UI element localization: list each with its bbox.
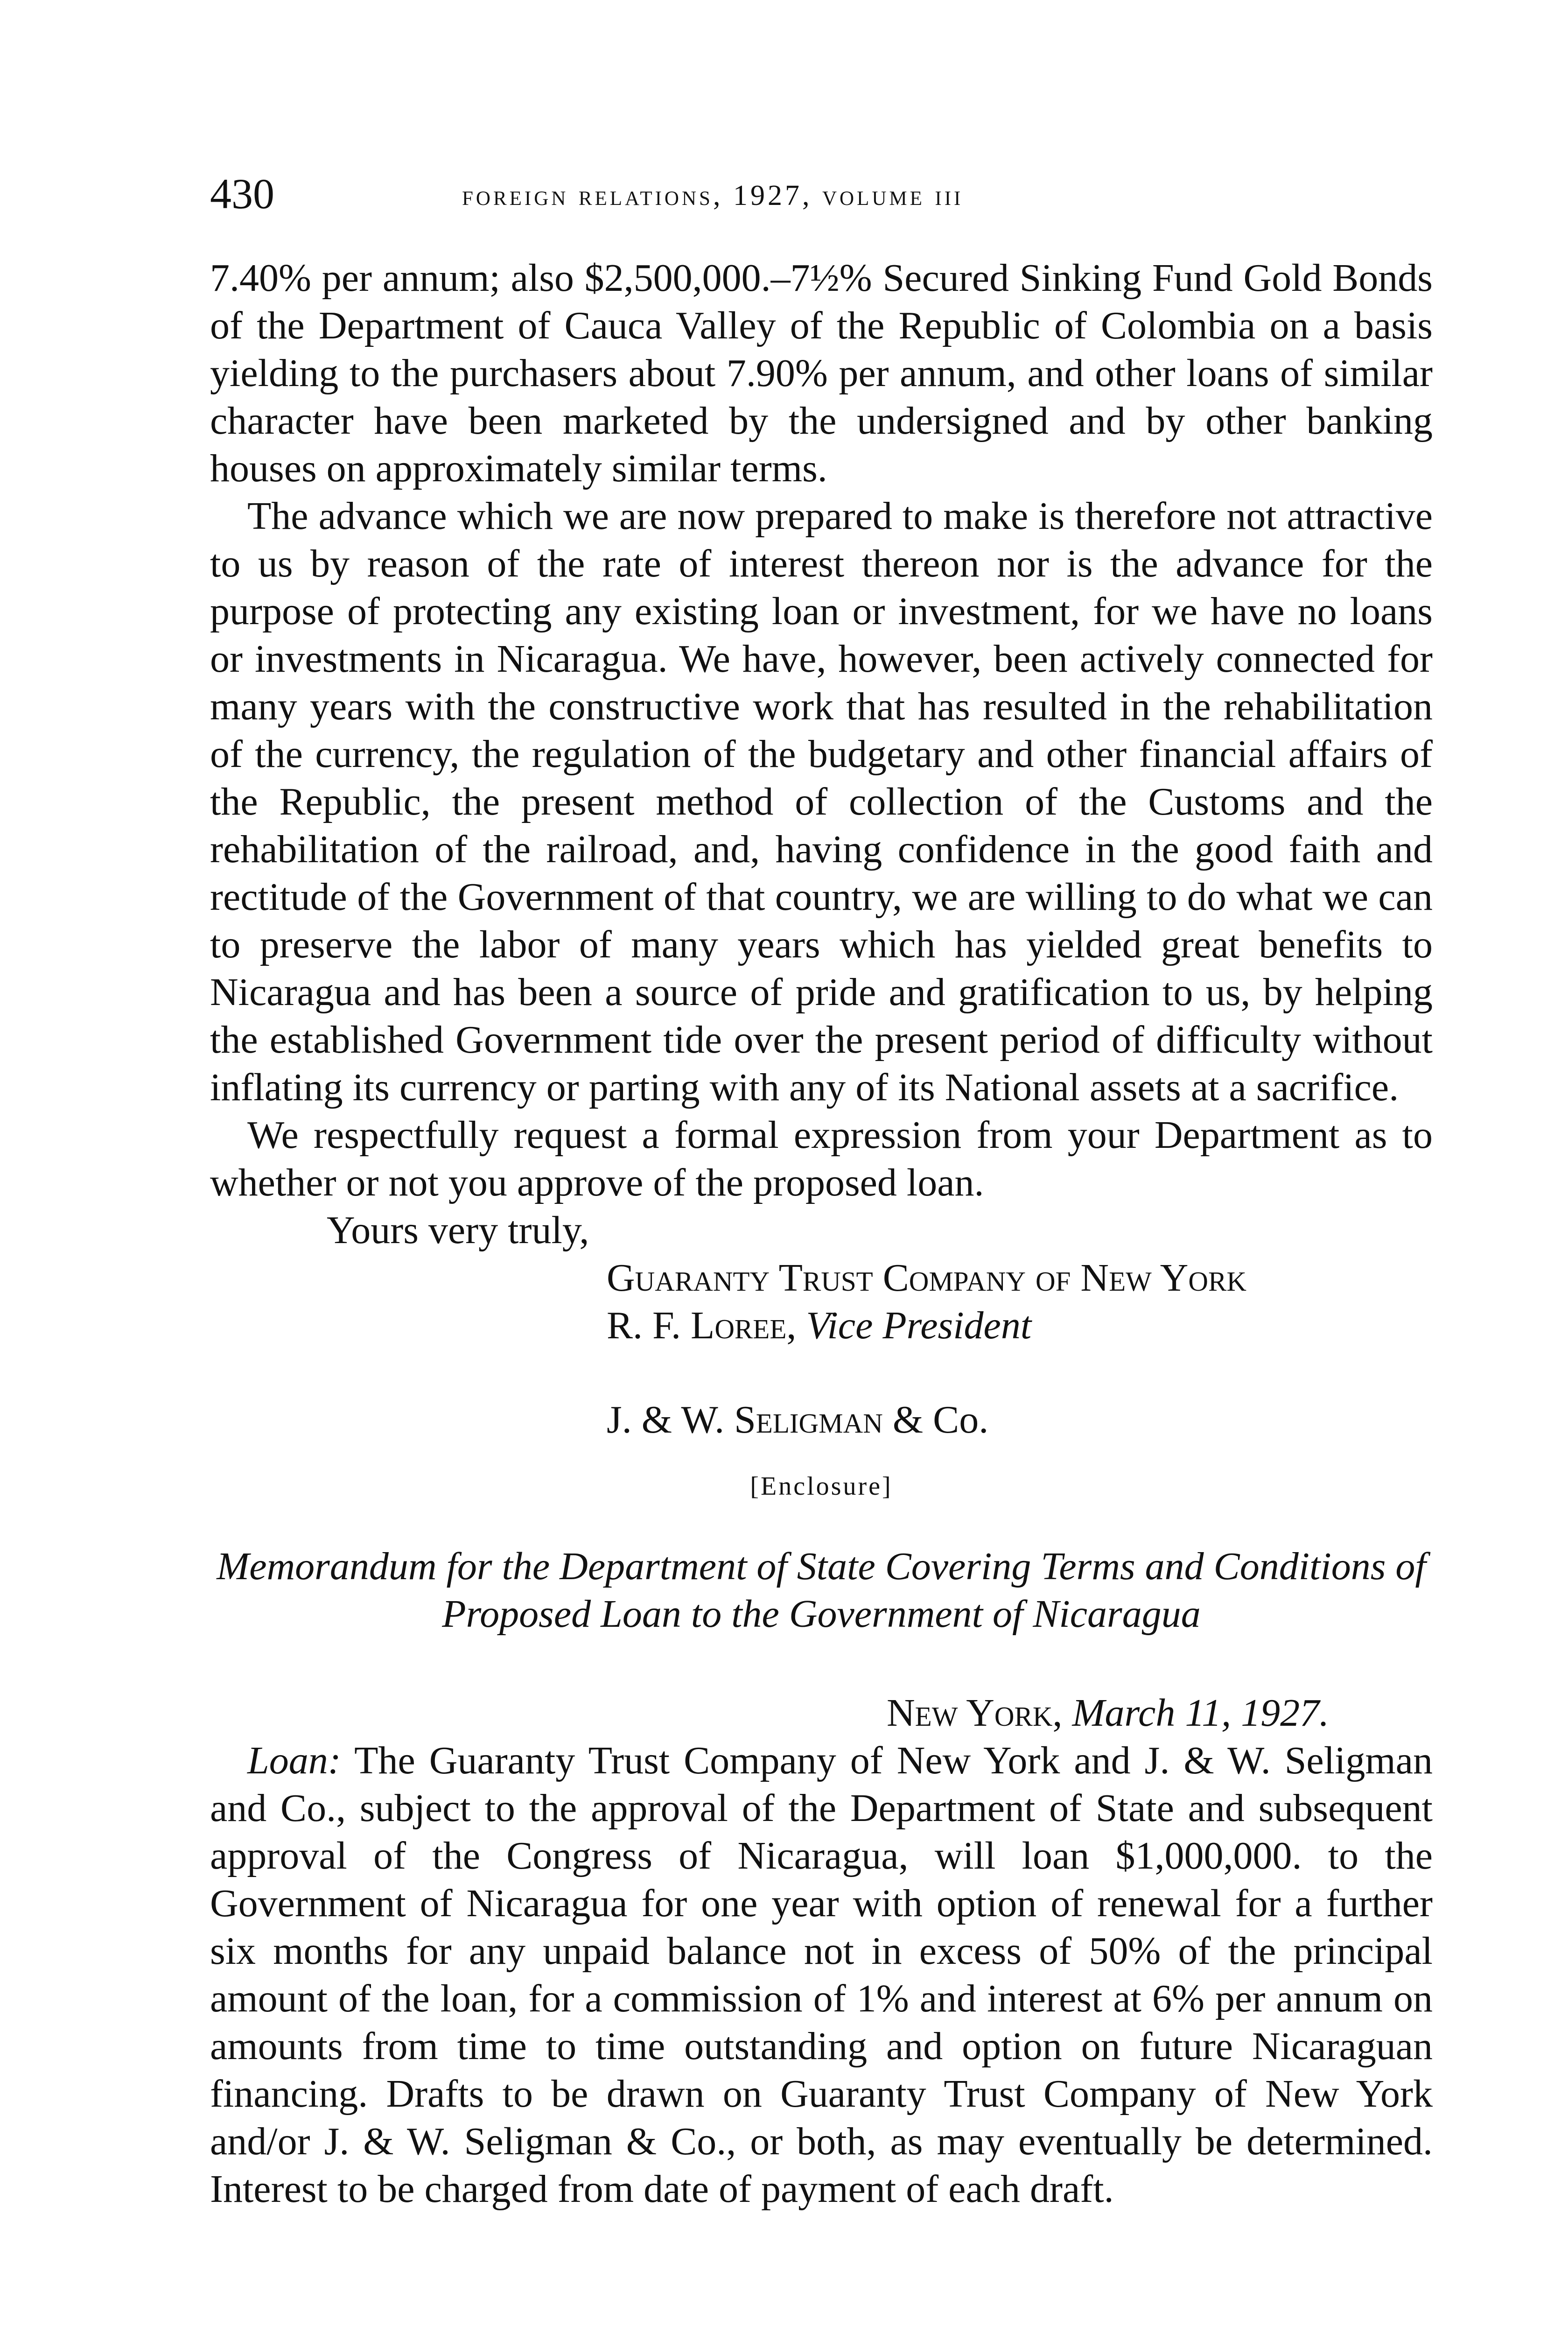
signatory-1-name: R. F. Loree, <box>607 1304 797 1347</box>
signatory-2 <box>607 1396 1433 1444</box>
letter-paragraph-2: The advance which we are now prepared to make is therefore not attractive to us by reason of the rate of interest thereon nor is the advance for the purpose of protecting any existing loan or investment, for we have no loans or investments in Nicaragua. We have, however, been actively connected for many years with the constructive work that has resulted in the rehabilitation of the currency, the regulation of the budgetary and other financial affairs of the Republic, the present method of collection of the Customs and the rehabilitation of the railroad, and, having confidence in the good faith and rectitude of the Government of that country, we are willing to do what we can to preserve the labor of many years which has yielded great benefits to Nicaragua and has been a source of pride and gratification to us, by helping the established Government tide over the present period of difficulty without inflating its currency or parting with any of its National assets at a sacrifice. <box>210 494 1433 1109</box>
signatory-1 <box>607 1302 1433 1350</box>
memo-title: Memorandum for the Department of State Covering Terms and Conditions of Proposed Loan to the Government of Nicaragua <box>217 1545 1426 1636</box>
letter-paragraph-3: We respectfully request a formal expression from your Department as to whether or not you approve of the proposed loan. <box>210 1113 1433 1204</box>
running-title: foreign relations, 1927, volume iii <box>462 180 964 211</box>
signatory-1-title: Vice President <box>806 1304 1032 1347</box>
page-body <box>210 254 1433 2213</box>
memo-dateline <box>887 1689 1433 1737</box>
memo-date: March 11, 1927. <box>1072 1691 1330 1735</box>
signatory-2-prefix: J. & W. <box>607 1398 725 1441</box>
enclosure-label: [Enclosure] <box>750 1472 893 1501</box>
page-header <box>210 168 1433 219</box>
letter-closing: Yours very truly, <box>327 1209 589 1252</box>
memo-loan-label: Loan: <box>247 1739 341 1782</box>
page-number: 430 <box>210 170 274 218</box>
letter-paragraph-1: 7.40% per annum; also $2,500,000.–7½% Secured Sinking Fund Gold Bonds of the Department of Cauca Valley of the Republic of Colombia on a basis yielding to the purchasers about 7.90% per annum, and other loans of similar character have been marketed by the undersigned and by other banking houses on approximately similar terms. <box>210 256 1433 490</box>
memo-date-place: New York, <box>887 1691 1063 1735</box>
signatory-2-suffix: & Co. <box>892 1398 989 1441</box>
memo-loan-paragraph <box>210 1737 1433 2213</box>
signatory-2-name: Seligman <box>734 1398 883 1441</box>
memo-loan-text: The Guaranty Trust Company of New York and J. & W. Seligman and Co., subject to the approval of the Department of State and subsequent approval of the Congress of Nicaragua, will loan $1,000,000. to the Government of Nicaragua for one year with option of renewal for a further six months for any unpaid balance not in excess of 50% of the principal amount of the loan, for a commission of 1% and interest at 6% per annum on amounts from time to time outstanding and option on future Nicaraguan financing. Drafts to be drawn on Guaranty Trust Company of New York and/or J. & W. Seligman & Co., or both, as may eventually be determined. Interest to be charged from date of payment of each draft. <box>210 1739 1433 2211</box>
signatory-1-organization: Guaranty Trust Company of New York <box>607 1256 1246 1300</box>
